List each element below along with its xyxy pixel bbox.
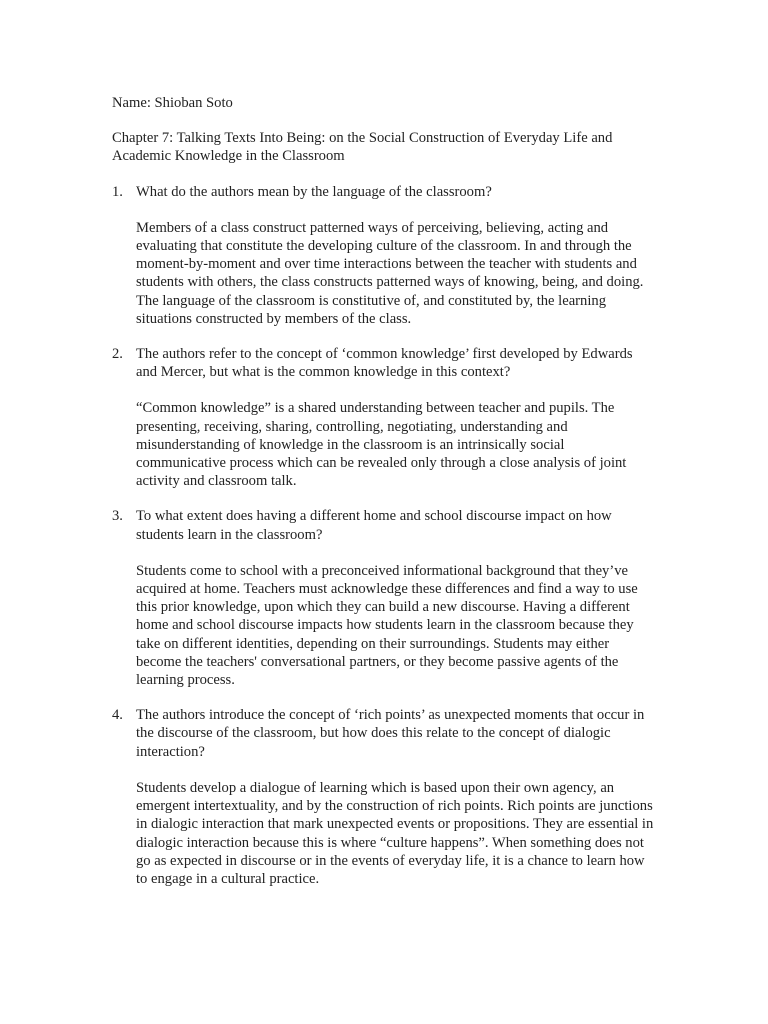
question-text: The authors refer to the concept of ‘common knowledge’ first developed by Edwards and Mercer, but what is the common knowledge in this context? bbox=[136, 346, 633, 381]
answer-text: Students come to school with a preconceived informational background that they’ve acquired at home. Teachers must acknowledge these differences and find a way to use this prior knowledge, upon which they can build a new discourse. Having a different home and school discourse impacts how students learn in the classroom because they take on different identities, depending on their surroundings. Students may either become the teachers' conversational partners, or they become passive agents of the learning process. bbox=[136, 562, 638, 689]
question-number: 4. bbox=[112, 707, 123, 724]
question-text: What do the authors mean by the language of the classroom? bbox=[136, 183, 492, 200]
answer-text: “Common knowledge” is a shared understanding between teacher and pupils. The presenting, receiving, sharing, controlling, negotiating, understanding and misunderstanding of knowledge in the classroom is an intrinsically social communicative process which can be revealed only through a close analysis of joint activity and classroom talk. bbox=[136, 400, 627, 490]
answer-text: Students develop a dialogue of learning which is based upon their own agency, an emergent intertextuality, and by the construction of rich points. Rich points are junctions in dialogic interaction that mark unexpected events or propositions. They are essential in dialogic interaction because this is where “culture happens”. When something does not go as expected in discourse or in the events of everyday life, it is a chance to learn how to engage in a cultural practice. bbox=[136, 779, 654, 887]
question-item bbox=[112, 706, 657, 888]
answer-text: Members of a class construct patterned ways of perceiving, believing, acting and evaluating that constitute the developing culture of the classroom. In and through the moment-by-moment and over time interactions between the teacher with students and students with others, the class constructs patterned ways of knowing, being, and doing. The language of the classroom is constitutive of, and constituted by, the learning situations constructed by members of the class. bbox=[136, 219, 644, 327]
question-item bbox=[112, 183, 657, 328]
student-name: Name: Shioban Soto bbox=[112, 95, 233, 111]
question-number: 3. bbox=[112, 508, 123, 525]
question-item bbox=[112, 507, 657, 689]
question-item bbox=[112, 345, 657, 490]
chapter-title: Chapter 7: Talking Texts Into Being: on the Social Construction of Everyday Life and Academic Knowledge in the Classroom bbox=[112, 130, 613, 165]
document-page bbox=[112, 94, 657, 905]
question-text: The authors introduce the concept of ‘rich points’ as unexpected moments that occur in the discourse of the classroom, but how does this relate to the concept of dialogic interaction? bbox=[136, 707, 645, 760]
question-number: 1. bbox=[112, 183, 123, 200]
question-number: 2. bbox=[112, 346, 123, 363]
question-text: To what extent does having a different home and school discourse impact on how students learn in the classroom? bbox=[136, 508, 612, 543]
